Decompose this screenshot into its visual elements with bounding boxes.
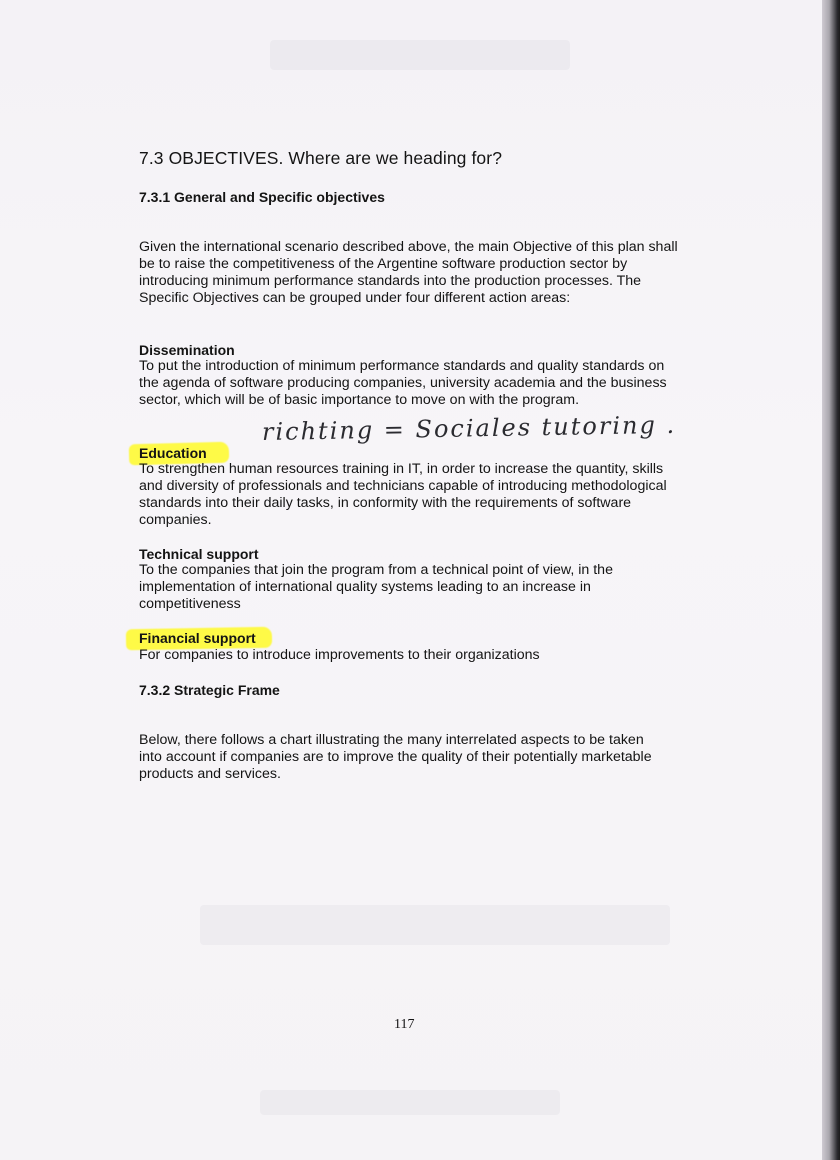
area-text-technical-support: To the companies that join the program from a technical point of view, in the implementation of international quality systems leading to an increase in competitiveness bbox=[139, 562, 613, 612]
show-through-top bbox=[270, 40, 570, 70]
area-text-dissemination: To put the introduction of minimum performance standards and quality standards on the agenda of software producing companies, university academia and the business sector, which will be of basic importance to move on with the program. bbox=[139, 358, 667, 408]
area-title-financial-support: Financial support bbox=[139, 630, 256, 646]
area-text-education: To strengthen human resources training in IT, in order to increase the quantity, skills and diversity of professionals and technicians capable of introducing methodological standards into their daily tasks, in conformity with the requirements of software companies. bbox=[139, 461, 667, 528]
handwritten-note: richting = Sociales tutoring . bbox=[261, 410, 677, 446]
closing-paragraph: Below, there follows a chart illustrating the many interrelated aspects to be taken into account if companies are to improve the quality of their potentially marketable products and services. bbox=[139, 732, 652, 782]
intro-paragraph: Given the international scenario described above, the main Objective of this plan shall be to raise the competitiveness of the Argentine software production sector by introducing minimum performance standards into the production processes. The Specific Objectives can be grouped under four different action areas: bbox=[139, 239, 678, 306]
area-title-dissemination: Dissemination bbox=[139, 342, 235, 358]
show-through-bottom bbox=[200, 905, 670, 945]
subheading-general-specific: 7.3.1 General and Specific objectives bbox=[139, 189, 385, 205]
subheading-strategic-frame: 7.3.2 Strategic Frame bbox=[139, 682, 280, 698]
area-title-education: Education bbox=[139, 445, 207, 461]
area-title-technical-support: Technical support bbox=[139, 546, 259, 562]
show-through-footer bbox=[260, 1090, 560, 1115]
section-heading: 7.3 OBJECTIVES. Where are we heading for? bbox=[139, 148, 503, 168]
area-text-financial-support: For companies to introduce improvements to their organizations bbox=[139, 647, 540, 663]
page-number: 117 bbox=[394, 1017, 415, 1032]
scan-edge-shadow bbox=[822, 0, 840, 1160]
